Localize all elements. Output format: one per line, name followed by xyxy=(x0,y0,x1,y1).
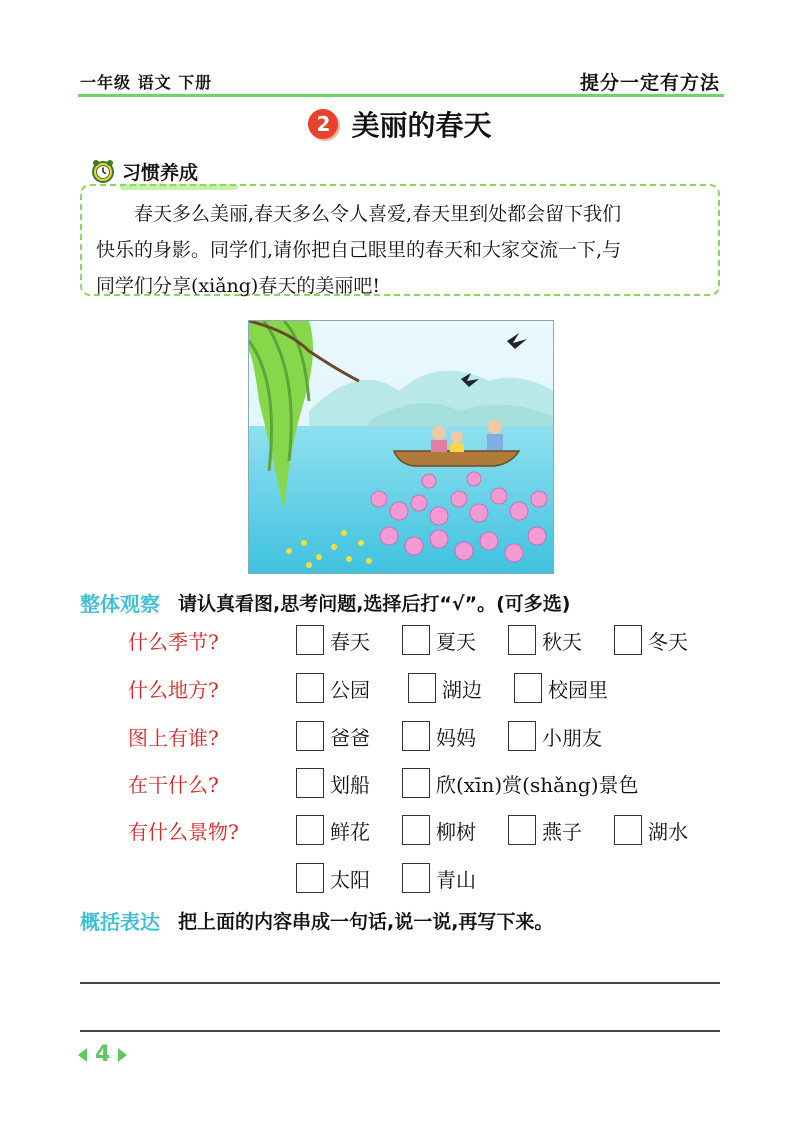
question-row-activity xyxy=(128,765,639,801)
checkbox[interactable] xyxy=(614,625,642,655)
checkbox[interactable] xyxy=(296,625,324,655)
checkbox[interactable] xyxy=(508,815,536,845)
checkbox[interactable] xyxy=(296,721,324,751)
option[interactable]: 欣(xīn)赏(shǎng)景色 xyxy=(402,768,639,798)
question-label: 什么地方? xyxy=(128,677,219,702)
writing-line-1[interactable] xyxy=(80,982,720,984)
checkbox[interactable] xyxy=(508,625,536,655)
question-row-place xyxy=(128,670,608,706)
checkbox[interactable] xyxy=(296,673,324,703)
book-info: 一年级 语文 下册 xyxy=(80,73,213,92)
summary-header xyxy=(80,906,553,935)
habit-paragraph-cont xyxy=(96,232,704,304)
observe-label: 整体观察 xyxy=(80,592,160,616)
option[interactable]: 公园 xyxy=(296,673,408,703)
summary-label: 概括表达 xyxy=(80,910,160,934)
checkbox[interactable] xyxy=(296,768,324,798)
option[interactable]: 湖边 xyxy=(408,673,514,703)
checkbox[interactable] xyxy=(508,721,536,751)
option[interactable]: 小朋友 xyxy=(508,721,602,751)
observe-header xyxy=(80,588,570,617)
option[interactable]: 校园里 xyxy=(514,673,608,703)
checkbox[interactable] xyxy=(402,815,430,845)
header-divider xyxy=(78,94,724,97)
question-label: 图上有谁? xyxy=(128,725,219,750)
lesson-number-badge: 2 xyxy=(308,109,338,139)
question-row-scenery xyxy=(128,812,688,848)
spring-lake-illustration xyxy=(248,320,554,574)
habit-paragraph xyxy=(96,196,704,232)
option[interactable]: 划船 xyxy=(296,768,402,798)
habit-tab xyxy=(90,156,198,186)
option[interactable]: 春天 xyxy=(296,625,402,655)
question-label: 什么季节? xyxy=(128,629,219,654)
option[interactable]: 冬天 xyxy=(614,625,688,655)
question-label: 在干什么? xyxy=(128,772,219,797)
option[interactable]: 夏天 xyxy=(402,625,508,655)
checkbox[interactable] xyxy=(408,673,436,703)
checkbox[interactable] xyxy=(296,815,324,845)
checkbox[interactable] xyxy=(614,815,642,845)
lesson-title-text: 美丽的春天 xyxy=(351,109,492,142)
observe-instruction: 请认真看图,思考问题,选择后打“√”。(可多选) xyxy=(178,593,571,615)
summary-instruction: 把上面的内容串成一句话,说一说,再写下来。 xyxy=(178,911,554,933)
question-label: 有什么景物? xyxy=(128,819,239,844)
option[interactable]: 柳树 xyxy=(402,815,508,845)
question-row-season xyxy=(128,622,688,658)
checkbox[interactable] xyxy=(402,768,430,798)
checkbox[interactable] xyxy=(296,863,324,893)
checkbox[interactable] xyxy=(402,625,430,655)
alarm-clock-icon xyxy=(90,158,116,184)
option[interactable]: 妈妈 xyxy=(402,721,508,751)
option[interactable]: 鲜花 xyxy=(296,815,402,845)
left-triangle-icon xyxy=(78,1048,87,1062)
option[interactable]: 爸爸 xyxy=(296,721,402,751)
option[interactable]: 太阳 xyxy=(296,863,402,893)
lesson-title xyxy=(0,104,800,144)
series-slogan: 提分一定有方法 xyxy=(579,72,720,94)
question-row-who xyxy=(128,718,602,754)
boat xyxy=(394,451,519,466)
habit-line-2: 快乐的身影。同学们,请你把自己眼里的春天和大家交流一下,与 xyxy=(96,239,622,261)
habit-line-3: 同学们分享(xiǎng)春天的美丽吧! xyxy=(96,275,380,297)
habit-line-1: 春天多么美丽,春天多么令人喜爱,春天里到处都会留下我们 xyxy=(134,203,622,225)
page-number-text: 4 xyxy=(95,1042,111,1067)
habit-text-box xyxy=(80,184,720,296)
checkbox[interactable] xyxy=(514,673,542,703)
writing-line-2[interactable] xyxy=(80,1030,720,1032)
option[interactable]: 燕子 xyxy=(508,815,614,845)
question-row-scenery-cont xyxy=(296,860,476,896)
option[interactable]: 青山 xyxy=(402,863,476,893)
option[interactable]: 湖水 xyxy=(614,815,688,845)
option[interactable]: 秋天 xyxy=(508,625,614,655)
right-triangle-icon xyxy=(118,1048,127,1062)
page-number xyxy=(78,1042,127,1067)
checkbox[interactable] xyxy=(402,721,430,751)
checkbox[interactable] xyxy=(402,863,430,893)
habit-label: 习惯养成 xyxy=(122,161,199,184)
